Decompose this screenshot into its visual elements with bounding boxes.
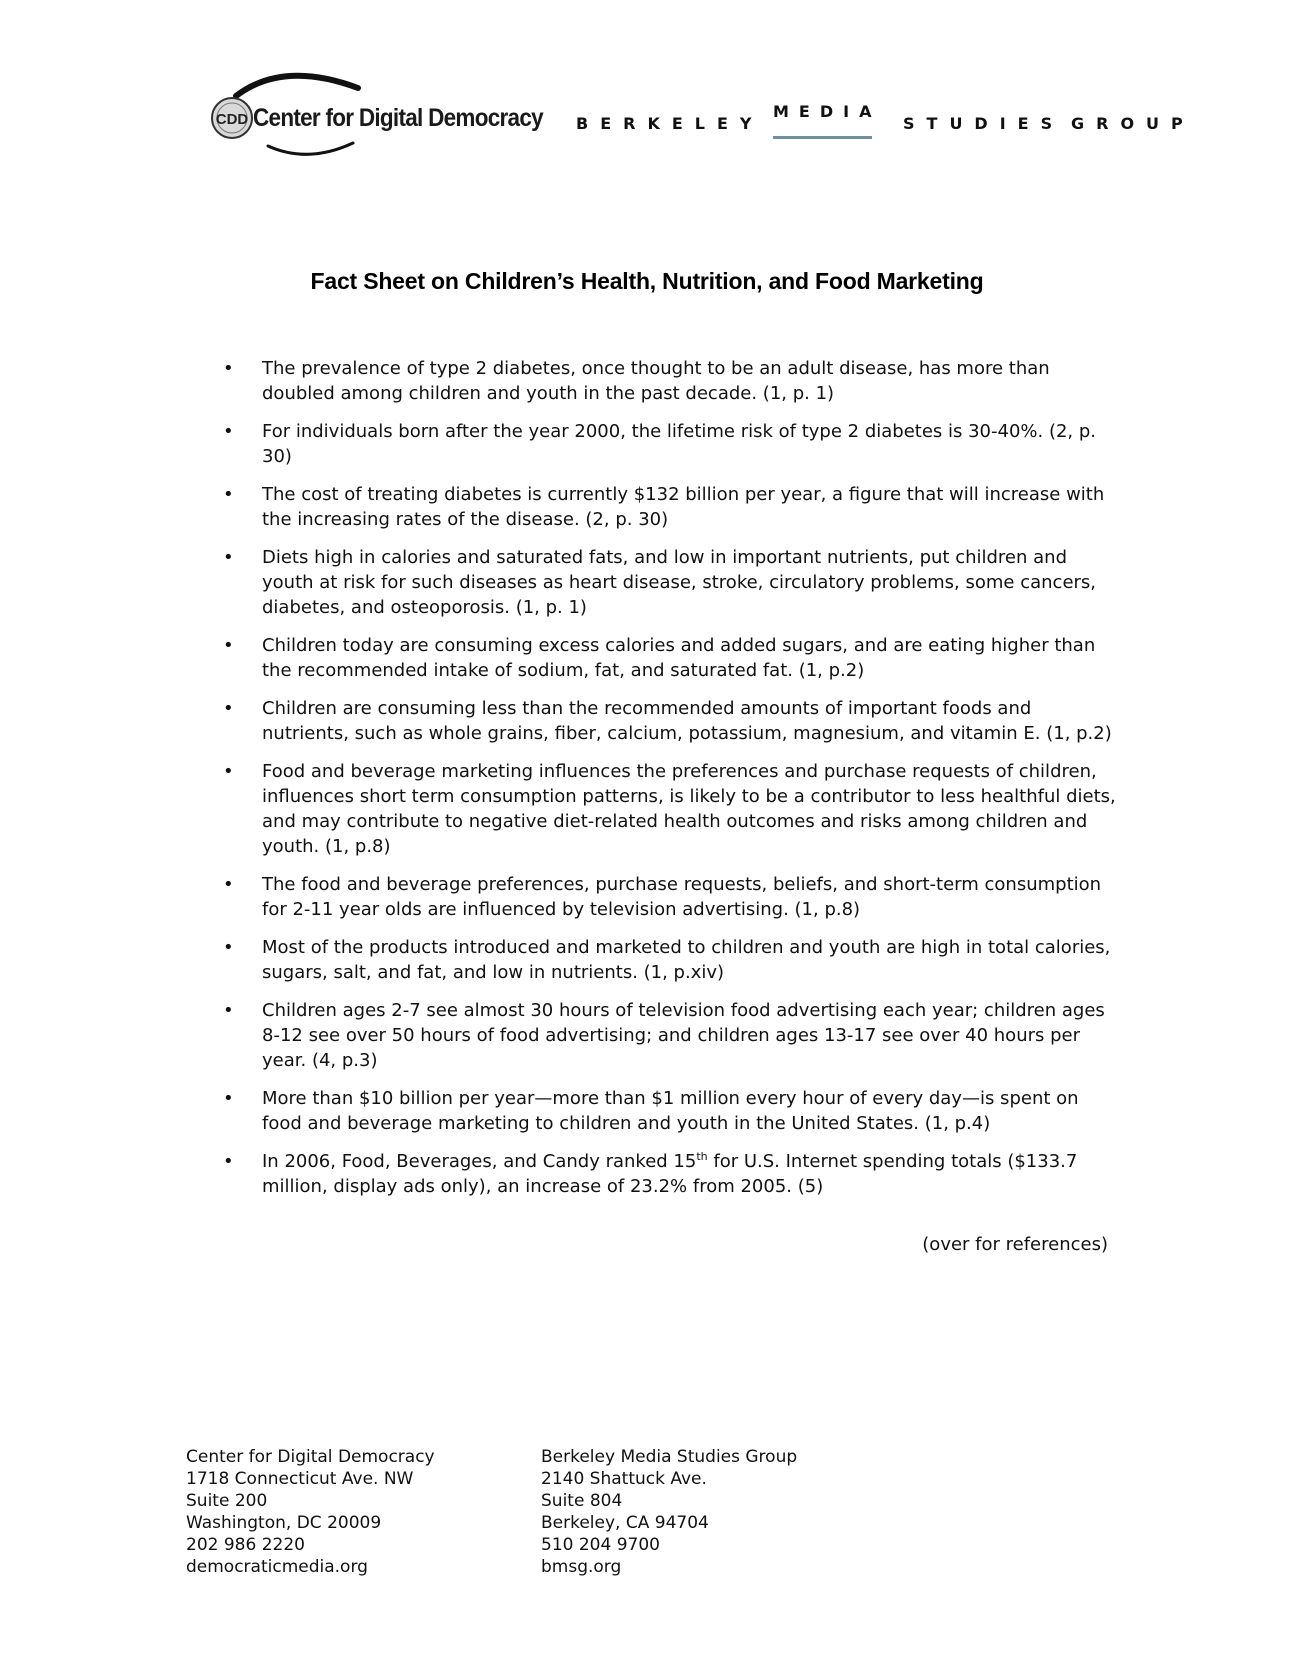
bullet-icon: • [223, 358, 234, 379]
bullet-icon: • [223, 761, 234, 782]
fact-text: Children today are consuming excess calories and added sugars, and are eating higher than the recommended intake of sodium, fat, and saturated fat. (1, p.2) [262, 635, 1096, 681]
bullet-icon: • [223, 1000, 234, 1021]
fact-text: More than $10 billion per year—more than $1 million every hour of every day—is spent on food and beverage marketing to children and youth in the United States. (1, p.4) [262, 1088, 1079, 1134]
ordinal-superscript: th [696, 1150, 708, 1163]
fact-item [220, 1086, 1120, 1136]
address-line: Suite 200 [186, 1491, 268, 1511]
fact-item [220, 419, 1120, 469]
fact-text: Food and beverage marketing influences the preferences and purchase requests of children, influences short term consumption patterns, is likely to be a contributor to less healthful diets, and may contribute to negative diet-related health outcomes and risks among children and youth. (1, p.8) [262, 761, 1116, 857]
address-website: bmsg.org [541, 1557, 622, 1577]
address-phone: 510 204 9700 [541, 1535, 660, 1555]
bullet-icon: • [223, 421, 234, 442]
address-line: 1718 Connecticut Ave. NW [186, 1469, 414, 1489]
bullet-icon: • [223, 547, 234, 568]
footer-address-cdd [186, 1446, 435, 1578]
fact-item [220, 545, 1120, 620]
bullet-icon: • [223, 937, 234, 958]
bullet-icon: • [223, 1151, 234, 1172]
address-line: Berkeley, CA 94704 [541, 1513, 709, 1533]
fact-list [220, 356, 1120, 1212]
bullet-icon: • [223, 484, 234, 505]
bullet-icon: • [223, 874, 234, 895]
cdd-badge-text: CDD [215, 111, 249, 128]
fact-item [220, 356, 1120, 406]
page-title: Fact Sheet on Children’s Health, Nutrition, and Food Marketing [310, 268, 984, 294]
fact-item [220, 998, 1120, 1073]
bullet-icon: • [223, 698, 234, 719]
cdd-logo-text: Center for Digital Democracy [253, 104, 543, 132]
address-phone: 202 986 2220 [186, 1535, 305, 1555]
fact-item [220, 696, 1120, 746]
bmsg-underline [773, 136, 872, 139]
fact-text: Diets high in calories and saturated fats, and low in important nutrients, put children and youth at risk for such diseases as heart disease, stroke, circulatory problems, some cancers, diabetes, and osteoporosis. (1, p. 1) [262, 547, 1097, 618]
fact-text: Most of the products introduced and marketed to children and youth are high in total calories, sugars, salt, and fat, and low in nutrients. (1, p.xiv) [262, 937, 1111, 983]
bmsg-word-media: MEDIA [773, 102, 882, 121]
bmsg-word-berkeley: BERKELEY [576, 114, 764, 133]
address-line: Center for Digital Democracy [186, 1447, 435, 1467]
fact-text: Children ages 2-7 see almost 30 hours of television food advertising each year; children ages 8-12 see over 50 hours of food advertising; and children ages 13-17 see over 40 hours per year. (4, p.3) [262, 1000, 1105, 1071]
fact-item [220, 872, 1120, 922]
fact-item [220, 633, 1120, 683]
fact-text-after-sup: for U.S. Internet spending totals ($133.7 million, display ads only), an increase of 23.2% from 2005. (5) [262, 1151, 1078, 1197]
fact-item-last [220, 1149, 1120, 1199]
address-line: Berkeley Media Studies Group [541, 1447, 798, 1467]
fact-text: The food and beverage preferences, purchase requests, beliefs, and short-term consumption for 2-11 year olds are influenced by television advertising. (1, p.8) [262, 874, 1102, 920]
fact-text: For individuals born after the year 2000, the lifetime risk of type 2 diabetes is 30-40%. (2, p. 30) [262, 421, 1097, 467]
address-line: 2140 Shattuck Ave. [541, 1469, 707, 1489]
fact-item [220, 935, 1120, 985]
fact-text: The cost of treating diabetes is currently $132 billion per year, a figure that will increase with the increasing rates of the disease. (2, p. 30) [262, 484, 1105, 530]
fact-text-before-sup: In 2006, Food, Beverages, and Candy ranked 15 [262, 1151, 697, 1172]
fact-text: The prevalence of type 2 diabetes, once thought to be an adult disease, has more than doubled among children and youth in the past decade. (1, p. 1) [262, 358, 1050, 404]
cdd-logo [208, 68, 543, 168]
fact-text: Children are consuming less than the recommended amounts of important foods and nutrients, such as whole grains, fiber, calcium, potassium, magnesium, and vitamin E. (1, p.2) [262, 698, 1112, 744]
bmsg-word-group: GROUP [1071, 114, 1195, 133]
bmsg-word-studies: STUDIES [903, 114, 1065, 133]
fact-item [220, 482, 1120, 532]
footer-address-bmsg [541, 1446, 797, 1578]
fact-item [220, 759, 1120, 859]
bullet-icon: • [223, 1088, 234, 1109]
over-for-references-note: (over for references) [922, 1234, 1108, 1255]
address-line: Suite 804 [541, 1491, 623, 1511]
address-line: Washington, DC 20009 [186, 1513, 382, 1533]
bullet-icon: • [223, 635, 234, 656]
address-website: democraticmedia.org [186, 1557, 368, 1577]
